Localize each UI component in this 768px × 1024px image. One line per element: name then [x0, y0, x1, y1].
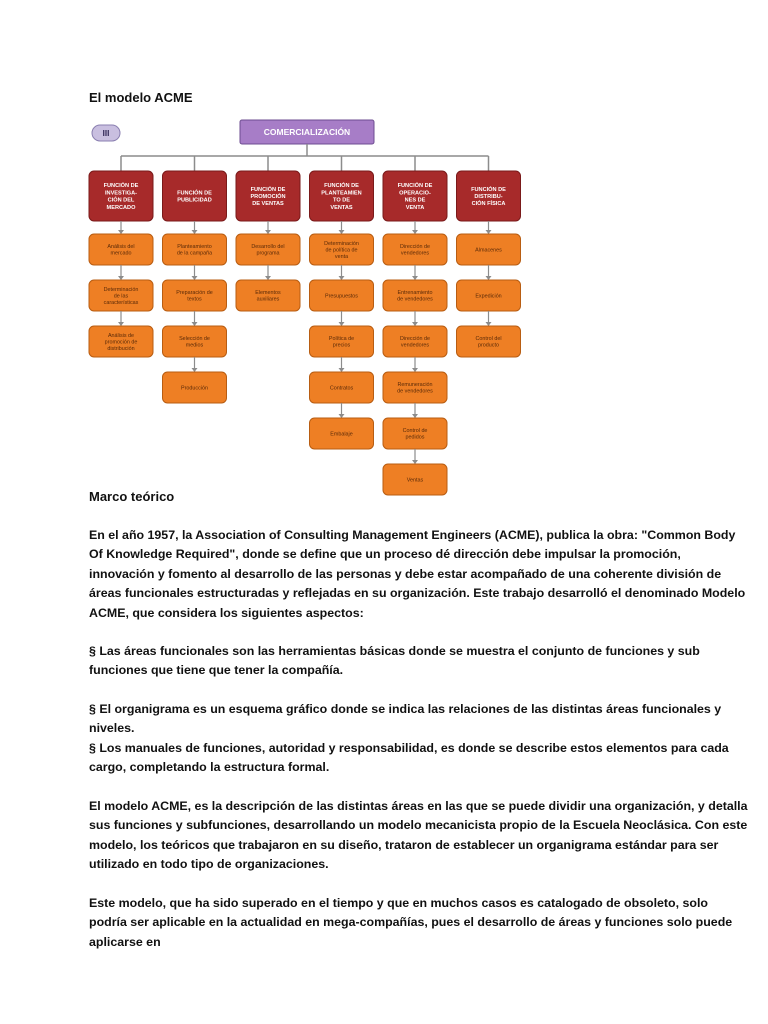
connector-arrow — [412, 368, 418, 372]
paragraph-text: § Los manuales de funciones, autoridad y responsabilidad, es donde se describe estos elementos para cada cargo, completando la estructura formal. — [89, 741, 729, 775]
section-badge-label: III — [102, 128, 110, 138]
paragraph-text: § El organigrama es un esquema gráfico donde se indica las relaciones de las distintas áreas funcionales y niveles. — [89, 702, 722, 736]
task-node-label: Elementos auxiliares — [255, 290, 281, 303]
connector-arrow — [412, 276, 418, 280]
task-node-label: Ventas — [406, 477, 424, 484]
task-node-label: Dirección de vendedores — [400, 336, 430, 349]
connector-arrow — [192, 276, 198, 280]
task-node-label: Control de pedidos — [402, 428, 428, 441]
task-node-label: Dirección de vendedores — [400, 244, 430, 257]
task-node-label: Determinación de las características — [103, 286, 139, 306]
paragraph-text: En el año 1957, la Association of Consulting Management Engineers (ACME), publica la obra: "Common Body Of Knowledge Required", donde se define que un proceso dé dirección debe impulsar la promoción, innovación y fomento al desarrollo de las personas y debe estar acompañado de una coherente división de áreas funcionales estructuradas y reflejadas en su organización. Este trabajo desarrolló el denominado Modelo ACME, que considera los siguientes aspectos: — [89, 528, 746, 620]
task-node-label: Preparación de textos — [176, 290, 213, 303]
task-node-label: Análisis de promoción de distribución — [104, 332, 138, 352]
task-node-label: Embalaje — [330, 431, 353, 438]
connector-arrow — [118, 322, 124, 326]
task-node-label: Desarrollo del programa — [251, 244, 285, 257]
connector-arrow — [486, 230, 492, 234]
paragraph-bullet-1 — [89, 642, 749, 681]
connector-arrow — [339, 414, 345, 418]
connector-arrow — [412, 230, 418, 234]
function-node-label: FUNCIÓN DE PUBLICIDAD — [177, 190, 212, 204]
paragraph-intro — [89, 526, 749, 623]
paragraph-closing — [89, 894, 749, 952]
root-node-label: COMERCIALIZACIÓN — [263, 126, 351, 137]
connector-arrow — [412, 322, 418, 326]
connector-arrow — [486, 322, 492, 326]
connector-arrow — [412, 414, 418, 418]
function-node-label: FUNCIÓN DE PROMOCIÓN DE VENTAS — [250, 186, 286, 208]
function-node-label: FUNCIÓN DE INVESTIGA-CIÓN DEL MERCADO — [103, 183, 139, 211]
paragraph-text: § Las áreas funcionales son las herramientas básicas donde se muestra el conjunto de funciones y sub funciones que tiene que tener la compañía. — [89, 644, 700, 678]
task-node-label: Contratos — [329, 385, 354, 392]
task-node-label: Producción — [181, 385, 208, 392]
paragraph-model — [89, 797, 749, 875]
task-node-label: Presupuestos — [325, 293, 358, 300]
task-node-label: Expedición — [475, 293, 502, 300]
section-title: Marco teórico — [89, 489, 175, 504]
task-node-label: Política de precios — [328, 336, 355, 349]
connector-arrow — [339, 276, 345, 280]
task-node-label: Entrenamiento de vendedores — [397, 290, 433, 303]
connector-arrow — [192, 322, 198, 326]
org-chart-svg — [86, 118, 526, 484]
connector-arrow — [118, 276, 124, 280]
function-node-label: FUNCIÓN DE DISTRIBU-CIÓN FÍSICA — [471, 186, 506, 208]
task-node-label: Remuneración de vendedores — [397, 382, 433, 395]
task-node-label: Análisis del mercado — [107, 244, 135, 257]
task-node-label: Control del producto — [475, 336, 502, 349]
connector-arrow — [192, 230, 198, 234]
paragraph-text: Este modelo, que ha sido superado en el tiempo y que en muchos casos es catalogado de obsoleto, solo podría ser aplicable en la actualidad en mega-compañías, pues el desarrollo de áreas y funciones solo puede aplicarse en — [89, 896, 733, 949]
acme-org-chart — [86, 118, 526, 484]
connector-arrow — [118, 230, 124, 234]
task-node-label: Almacenes — [475, 247, 502, 254]
paragraph-bullet-2 — [89, 700, 749, 739]
connector-arrow — [339, 368, 345, 372]
connector-arrow — [265, 276, 271, 280]
connector-arrow — [192, 368, 198, 372]
connector-arrow — [339, 230, 345, 234]
paragraph-bullet-3 — [89, 739, 749, 778]
task-node-label: Selección de medios — [179, 336, 210, 349]
function-node-label: FUNCIÓN DE OPERACIO-NES DE VENTA — [397, 183, 433, 211]
connector-arrow — [412, 460, 418, 464]
paragraph-text: El modelo ACME, es la descripción de las distintas áreas en las que se puede dividir una organización, y detalla sus funciones y subfunciones, desarrollando un modelo mecanicista propio de la Escuela Neoclásica. Con este modelo, los teóricos que trabajaron en su diseño, trataron de establecer un organigrama estándar para ser utilizado en todo tipo de organizaciones. — [89, 799, 748, 872]
task-node-label: Determinación de política de venta — [324, 240, 359, 260]
task-node-label: Planteamiento de la campaña — [176, 244, 213, 257]
connector-arrow — [486, 276, 492, 280]
connector-arrow — [265, 230, 271, 234]
connector-arrow — [339, 322, 345, 326]
document-title: El modelo ACME — [89, 90, 193, 105]
function-node-label: FUNCIÓN DE PLANTEAMIEN TO DE VENTAS — [321, 183, 362, 211]
